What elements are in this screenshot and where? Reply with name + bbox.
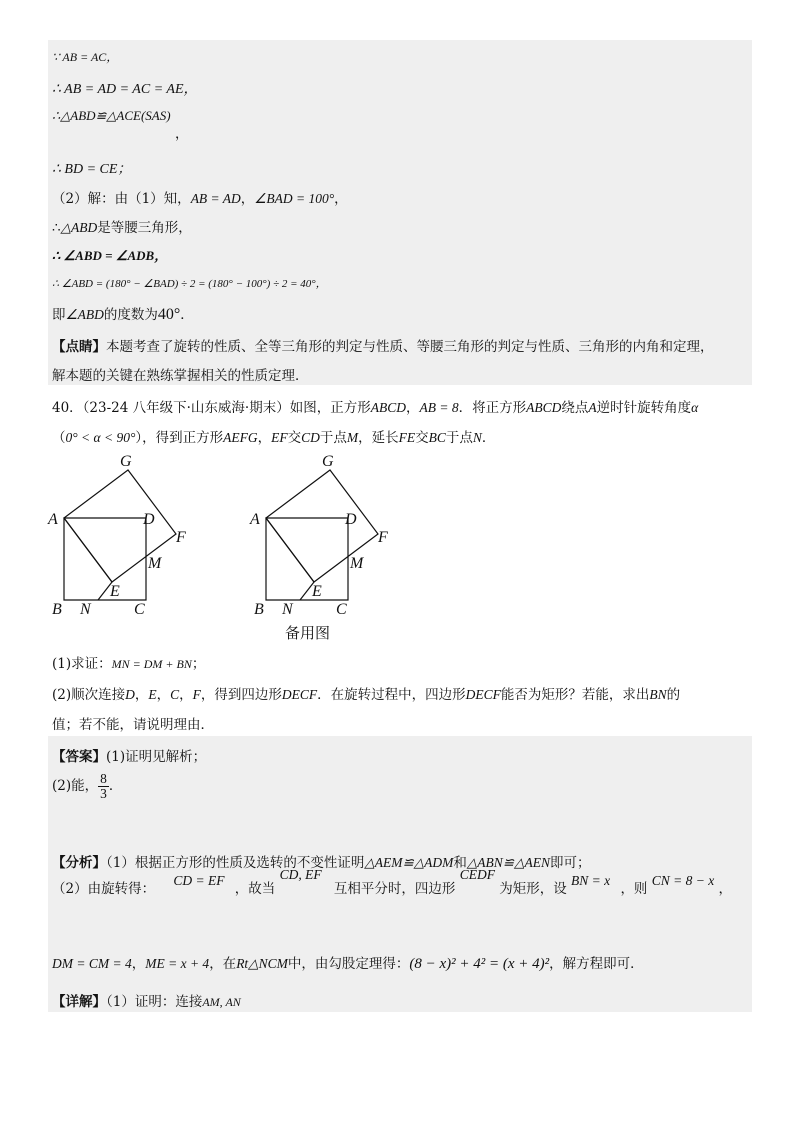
analysis-line-3: DM = CM = 4，ME = x + 4，在Rt△NCM中，由勾股定理得：(8 − x)² + 4² = (x + 4)²，解方程即可． [52,956,644,972]
label-A: A [250,511,260,528]
proof-line-9: 即∠ABD的度数为40°． [52,306,194,323]
problem-line-2: （0° < α < 90°），得到正方形AEFG，EF交CD于点M，延长FE交BC于点N． [52,430,496,446]
proof-line-5: （2）解：由（1）知，AB = AD，∠BAD = 100°， [52,191,348,207]
label-B: B [52,601,62,618]
label-F: F [176,529,186,546]
question-2: (2)顺次连接D，E，C，F，得到四边形DECF．在旋转过程中，四边形DECF能否为矩形？若能，求出BN的 [52,687,681,703]
proof-line-1: ∵ AB = AC， [52,50,119,64]
answer-line-1: 【答案】(1)证明见解析； [52,749,207,765]
analysis-line-1: 【分析】（1）根据正方形的性质及选转的不变性证明△AEM≌△ADM和△ABN≌△AEN即可； [52,855,591,871]
label-M: M [148,555,162,572]
answer-fraction: $\frac{8}{3}$ [100,771,107,802]
proof-line-4: ∴ BD = CE； [52,162,132,177]
label-D: D [345,511,357,528]
label-G: G [322,453,334,470]
label-M: M [350,555,364,572]
label-E: E [110,583,120,600]
proof-line-7: ∴ ∠ABD = ∠ADB， [52,248,168,263]
label-C: C [134,601,145,618]
label-C: C [336,601,347,618]
label-A: A [48,511,58,528]
remark-line-2: 解本题的关键在熟练掌握相关的性质定理． [52,368,309,384]
figure-caption: 备用图 [285,624,331,642]
detail-line: 【详解】（1）证明：连接AM, AN [52,994,241,1010]
label-D: D [143,511,155,528]
remark-line-1: 【点睛】本题考查了旋转的性质、全等三角形的判定与性质、等腰三角形的判定与性质、三角形的内角和定理， [52,339,714,355]
label-F: F [378,529,388,546]
label-G: G [120,453,132,470]
question-1: (1)求证：MN = DM + BN； [52,656,206,672]
proof-line-6: ∴△ABD是等腰三角形， [52,220,192,236]
geometry-figure-backup [242,450,412,620]
proof-line-8: ∴ ∠ABD = (180° − ∠BAD) ÷ 2 = (180° − 100°) ÷ 2 = 40°， [52,278,327,290]
proof-line-2: ∴ AB = AD = AC = AE， [52,82,198,97]
label-N: N [282,601,293,618]
question-2-cont: 值；若不能，请说明理由． [52,717,214,733]
proof-line-3-comma: ， [175,126,189,142]
label-B: B [254,601,264,618]
analysis-line-2: （2）由旋转得： CD = EF ，故当 CD, EF 互相平分时，四边形 CEDF 为矩形，设 BN = x ，则 CN = 8 − x ， [52,867,733,897]
problem-line-1: 40．（23-24 八年级下·山东威海·期末）如图，正方形ABCD，AB = 8．将正方形ABCD绕点A逆时针旋转角度α [52,400,699,416]
answer-line-2: (2)能， $\frac{8}{3}$ ． [52,771,123,802]
label-E: E [312,583,322,600]
geometry-figure-main [40,450,210,620]
label-N: N [80,601,91,618]
proof-line-3: ∴△ABD≌△ACE(SAS) [52,108,171,123]
